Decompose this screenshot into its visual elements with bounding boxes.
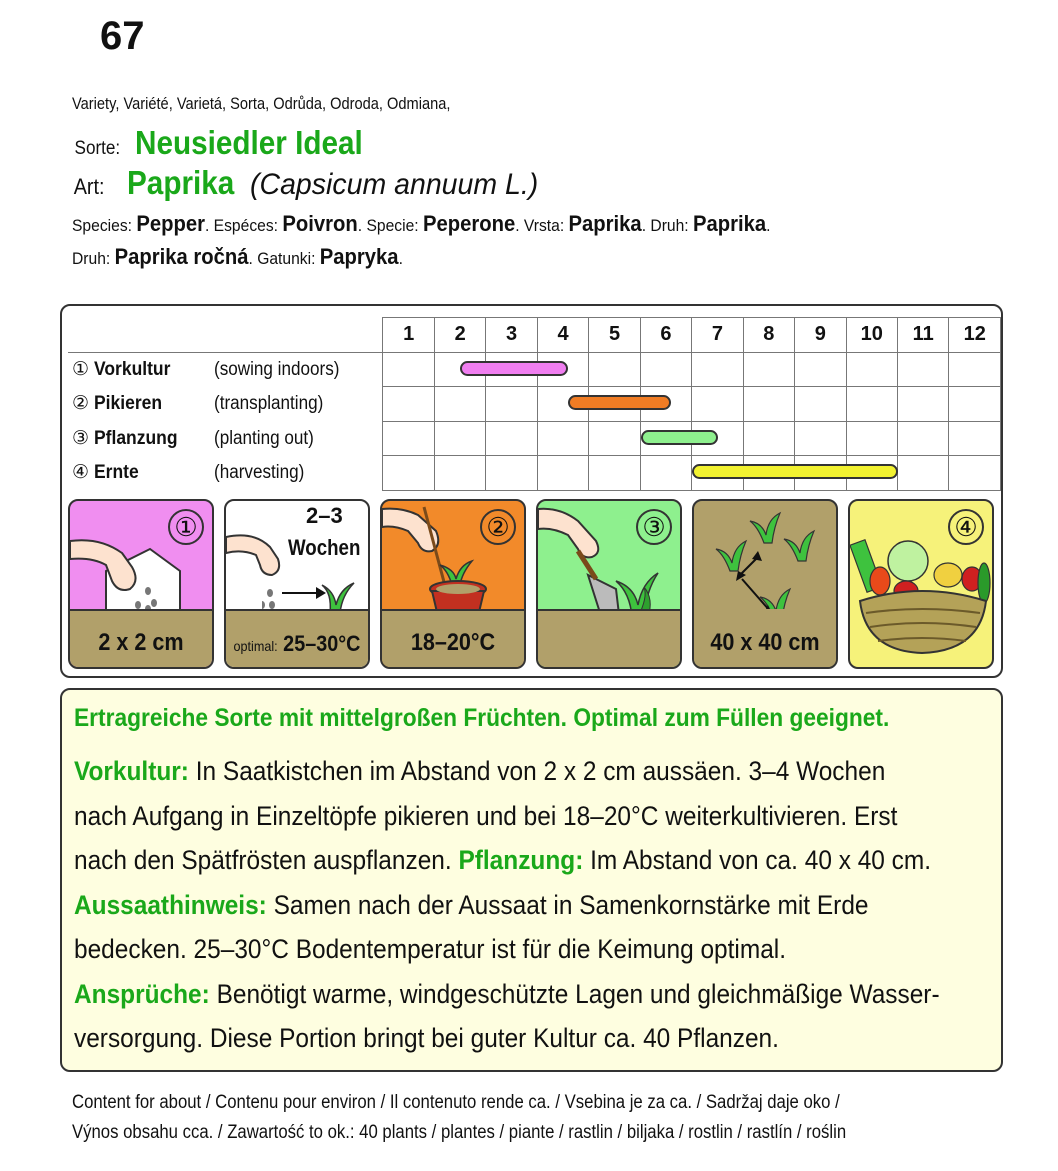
step-number: ①: [72, 359, 90, 380]
body-text: Im Abstand von ca. 40 x 40 cm.: [583, 845, 932, 875]
translation-end: .: [766, 216, 771, 235]
calendar-row: [68, 421, 1001, 456]
step-label: [68, 456, 383, 491]
step-name: Vorkultur: [94, 359, 171, 380]
step-number: ②: [72, 393, 90, 415]
month-cell: [898, 456, 949, 491]
body-text: versorgung. Diese Portion bringt bei guter Kultur ca. 40 Pflanzen.: [74, 1023, 779, 1053]
month-cell: [743, 387, 794, 422]
section-label: Ansprüche:: [74, 978, 210, 1009]
month-cell: [383, 421, 434, 456]
tile-caption: 18–20°C: [410, 629, 496, 656]
species-label: Art:: [73, 174, 105, 199]
translation-end: .: [204, 216, 210, 235]
translation-end: .: [641, 216, 647, 235]
step-number: ④: [72, 462, 90, 484]
translation-value: Peperone: [422, 211, 516, 236]
month-header: 3: [486, 318, 537, 353]
month-header: 5: [589, 318, 640, 353]
latin-name: (Capsicum annuum L.): [250, 168, 539, 201]
tile-caption: 40 x 40 cm: [710, 629, 820, 656]
translation-end: .: [248, 249, 253, 268]
ground: [538, 609, 680, 667]
month-cell: [743, 421, 794, 456]
month-cell: [589, 421, 640, 456]
month-cell: [537, 421, 588, 456]
description-line: [74, 756, 885, 787]
translation-label: Espéces:: [213, 216, 279, 235]
variety-name: Neusiedler Ideal: [135, 124, 363, 161]
step-4-icon: ④: [948, 509, 984, 545]
translation-value: Poivron: [282, 211, 358, 236]
content-info-line-2: Výnos obsahu cca. / Zawartość to ok.: 40 plants / plantes / piante / rastlin / biljaka / rostlin / rastlín / roślin: [72, 1122, 847, 1143]
month-cell: [898, 352, 949, 387]
sowing-calendar: [60, 304, 1003, 678]
variety-row: [72, 124, 388, 162]
month-header: 2: [434, 318, 485, 353]
translation-label: Druh:: [72, 249, 111, 268]
body-text: bedecken. 25–30°C Bodentemperatur ist für die Keimung optimal.: [74, 934, 787, 964]
month-cell: [640, 352, 691, 387]
month-cell: [640, 456, 691, 491]
weeks-count: 2–3: [306, 503, 343, 528]
step-description: (planting out): [214, 427, 314, 449]
translation-value: Papryka: [319, 244, 399, 269]
translation-value: Pepper: [136, 211, 205, 236]
step-description: (harvesting): [214, 462, 305, 484]
body-text: Samen nach der Aussaat in Samenkornstärke mit Erde: [266, 889, 869, 920]
description-headline: Ertragreiche Sorte mit mittelgroßen Früchten. Optimal zum Füllen geeignet.: [74, 704, 890, 732]
month-cell: [383, 456, 434, 491]
month-cell: [898, 421, 949, 456]
translation-value: Paprika: [568, 211, 642, 236]
month-cell: [898, 387, 949, 422]
content-info-line-1: Content for about / Contenu pour environ / Il contenuto rende ca. / Vsebina je za ca. / Sadržaj daje oko /: [72, 1092, 840, 1113]
translation-label: Gatunki:: [257, 249, 316, 268]
body-text: In Saatkistchen im Abstand von 2 x 2 cm aussäen. 3–4 Wochen: [188, 756, 886, 786]
tile-planting-out: [536, 499, 682, 669]
step-1-icon: ①: [168, 509, 204, 545]
step-description: (sowing indoors): [214, 359, 340, 380]
month-cell: [949, 352, 1001, 387]
species-name: Paprika: [126, 164, 235, 201]
month-header: 9: [795, 318, 846, 353]
month-cell: [434, 387, 485, 422]
month-cell: [846, 387, 897, 422]
section-label: Aussaathinweis:: [74, 889, 267, 920]
translation-label: Species:: [72, 216, 132, 235]
month-cell: [795, 421, 846, 456]
body-text: nach Aufgang in Einzeltöpfe pikieren und bei 18–20°C weiterkultivieren. Erst: [74, 800, 898, 831]
translation-end: .: [357, 216, 363, 235]
translation-value: Paprika ročná: [114, 244, 249, 269]
timeline-bar: [692, 464, 898, 479]
translation-end: .: [398, 249, 403, 268]
month-header: 4: [537, 318, 588, 353]
step-3-icon: ③: [636, 509, 672, 545]
step-name: Pikieren: [94, 393, 163, 415]
description-line: [74, 890, 869, 921]
weeks-label: Wochen: [288, 535, 361, 560]
month-cell: [846, 352, 897, 387]
tile-germination: [224, 499, 370, 669]
tile-caption: [233, 631, 361, 657]
month-cell: [743, 352, 794, 387]
page-number: 67: [100, 14, 145, 58]
timeline-bar: [641, 430, 718, 445]
tile-sowing: [68, 499, 214, 669]
description-box: [60, 688, 1003, 1072]
optimal-label: optimal:: [233, 638, 278, 654]
calendar-row: [68, 387, 1001, 422]
step-name: Ernte: [94, 462, 139, 484]
month-cell: [692, 387, 743, 422]
tile-transplanting: [380, 499, 526, 669]
species-translations-line-1: [72, 211, 771, 237]
month-header: 8: [743, 318, 794, 353]
body-text: nach den Spätfrösten auspflanzen.: [74, 845, 459, 875]
tile-caption: 2 x 2 cm: [98, 629, 184, 656]
month-cell: [589, 456, 640, 491]
body-text: Benötigt warme, windgeschützte Lagen und gleichmäßige Wasser-: [209, 978, 940, 1009]
month-header: 7: [692, 318, 743, 353]
month-cell: [949, 421, 1001, 456]
month-header: 11: [898, 318, 949, 353]
month-header: 10: [846, 318, 897, 353]
month-cell: [434, 456, 485, 491]
description-line: [74, 934, 786, 965]
section-label: Pflanzung:: [458, 845, 584, 875]
month-cell: [486, 456, 537, 491]
tile-spacing: [692, 499, 838, 669]
step-description: (transplanting): [214, 393, 324, 415]
timeline-bar: [460, 361, 568, 376]
temperature-value: 25–30°C: [283, 631, 361, 656]
step-name: Pflanzung: [94, 427, 178, 449]
description-line: [74, 845, 931, 876]
month-header: 1: [383, 318, 434, 353]
translation-value: Paprika: [693, 211, 767, 236]
month-cell: [589, 352, 640, 387]
step-label: [68, 421, 383, 456]
step-2-icon: ②: [480, 509, 516, 545]
translation-label: Druh:: [650, 216, 689, 235]
calendar-corner: [68, 318, 383, 353]
translation-end: .: [515, 216, 520, 235]
tile-harvest: [848, 499, 994, 669]
translation-label: Vrsta:: [523, 216, 565, 235]
step-label: [68, 387, 383, 422]
step-label: [68, 352, 383, 387]
month-cell: [949, 387, 1001, 422]
month-cell: [795, 387, 846, 422]
section-label: Vorkultur:: [74, 756, 189, 786]
month-cell: [383, 352, 434, 387]
step-number: ③: [72, 427, 90, 449]
month-cell: [692, 352, 743, 387]
translation-label: Specie:: [366, 216, 419, 235]
month-cell: [537, 456, 588, 491]
month-cell: [434, 421, 485, 456]
variety-languages-line: Variety, Variété, Varietá, Sorta, Odrůda, Odroda, Odmiana,: [72, 94, 451, 113]
month-cell: [795, 352, 846, 387]
description-line: [74, 979, 940, 1010]
description-line: [74, 801, 897, 832]
month-header: 12: [949, 318, 1001, 353]
month-cell: [486, 387, 537, 422]
month-header: 6: [640, 318, 691, 353]
timeline-bar: [568, 395, 671, 410]
month-cell: [486, 421, 537, 456]
variety-label: Sorte:: [74, 138, 121, 159]
month-cell: [949, 456, 1001, 491]
species-translations-line-2: [72, 244, 403, 270]
species-row: [72, 164, 554, 202]
month-cell: [383, 387, 434, 422]
description-line: [74, 1023, 779, 1054]
month-cell: [846, 421, 897, 456]
